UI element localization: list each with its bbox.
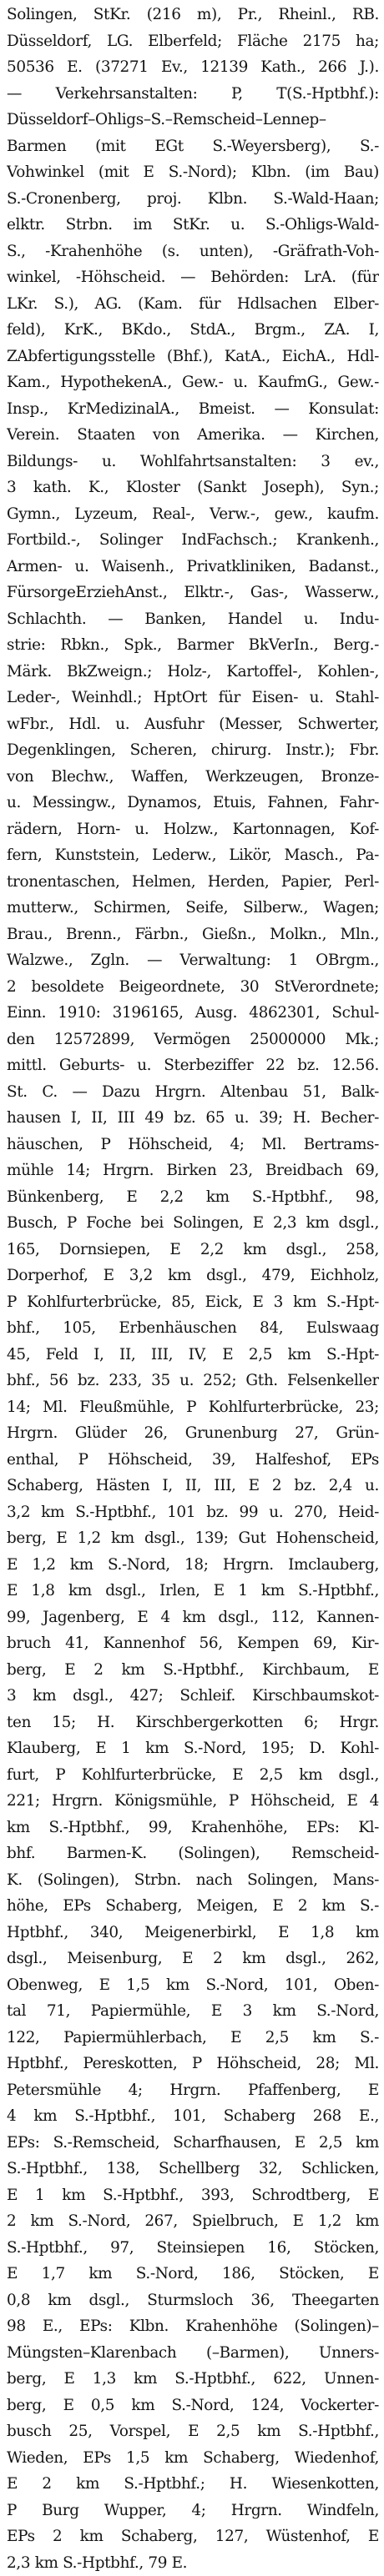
text-line: tronentaschen, Helmen, Herden, Papier, Perl-: [7, 869, 379, 896]
text-line: Busch, P Foche bei Solingen, E 2,3 km dsgl.,: [7, 1210, 379, 1237]
text-line: winkel, -Höhscheid. — Behörden: LrA. (für: [7, 264, 379, 291]
text-line: Vohwinkel (mit E S.-Nord); Klbn. (im Bau): [7, 159, 379, 186]
text-line: ten 15; H. Kirschbergerkotten 6; Hrgr.: [7, 1710, 379, 1736]
text-line: 221; Hrgrn. Königsmühle, P Höhscheid, E 4: [7, 1788, 379, 1815]
text-line: S.-Hptbhf., 97, Steinsiepen 16, Stöcken,: [7, 2235, 379, 2262]
text-line: Wieden, EPs 1,5 km Schaberg, Wiedenhof,: [7, 2445, 379, 2472]
text-line: busch 25, Vorspel, E 2,5 km S.-Hptbhf.,: [7, 2418, 379, 2445]
text-line: Düsseldorf–Ohligs–S.–Remscheid–Lennep–: [7, 107, 379, 133]
text-line: Verein. Staaten von Amerika. — Kirchen,: [7, 422, 379, 449]
text-line: Solingen, StKr. (216 m), Pr., Rheinl., RB.: [7, 2, 379, 28]
text-line: ZAbfertigungsstelle (Bhf.), KatA., EichA., Hdl-: [7, 344, 379, 370]
text-line: bruch 41, Kannenhof 56, Kempen 69, Kir-: [7, 1630, 379, 1657]
text-line: 99, Jagenberg, E 4 km dsgl., 112, Kannen-: [7, 1604, 379, 1631]
text-line: 45, Feld I, II, III, IV, E 2,5 km S.-Hpt-: [7, 1342, 379, 1368]
text-line: bhf., 105, Erbenhäuschen 84, Eulswaag: [7, 1315, 379, 1342]
text-line: 50536 E. (37271 Ev., 12139 Kath., 266 J.).: [7, 54, 379, 81]
text-line: Schlachth. — Banken, Handel u. Indu-: [7, 606, 379, 633]
text-line: St. C. — Dazu Hrgrn. Altenbau 51, Balk-: [7, 1079, 379, 1106]
text-line: P Kohlfurterbrücke, 85, Eick, E 3 km S.-Hpt-: [7, 1289, 379, 1316]
text-line: EPs 2 km Schaberg, 127, Wüstenhof, E: [7, 2523, 379, 2550]
text-line: hausen I, II, III 49 bz. 65 u. 39; H. Becher-: [7, 1105, 379, 1132]
text-line: Hrgrn. Glüder 26, Grunenburg 27, Grün-: [7, 1420, 379, 1447]
text-line: enthal, P Höhscheid, 39, Halfeshof, EPs: [7, 1447, 379, 1474]
text-line: km S.-Hptbhf., 99, Krahenhöhe, EPs: Kl-: [7, 1815, 379, 1841]
text-line: E 1,2 km S.-Nord, 18; Hrgrn. Imclauberg,: [7, 1552, 379, 1579]
text-line: Walzwe., Zgln. — Verwaltung: 1 OBrgm.,: [7, 947, 379, 974]
text-line: fern, Kunststein, Lederw., Likör, Masch., Pa-: [7, 842, 379, 869]
text-line: elktr. Strbn. im StKr. u. S.-Ohligs-Wald-: [7, 212, 379, 239]
text-line: rädern, Horn- u. Holzw., Kartonnagen, Kof-: [7, 816, 379, 843]
text-line: Insp., KrMedizinalA., Bmeist. — Konsulat:: [7, 396, 379, 423]
text-line: S.-Cronenberg, proj. Klbn. S.-Wald-Haan;: [7, 186, 379, 213]
text-line: 3 kath. K., Kloster (Sankt Joseph), Syn.;: [7, 475, 379, 501]
text-line: tal 71, Papiermühle, E 3 km S.-Nord,: [7, 1998, 379, 2025]
text-line: Barmen (mit EGt S.-Weyersberg), S.-: [7, 133, 379, 160]
text-line: 14; Ml. Fleußmühle, P Kohlfurterbrücke, 23;: [7, 1394, 379, 1421]
text-line: furt, P Kohlfurterbrücke, E 2,5 km dsgl.,: [7, 1762, 379, 1789]
text-line: Brau., Brenn., Färbn., Gießn., Molkn., Mln.,: [7, 921, 379, 948]
text-line: Degenklingen, Scheren, chirurg. Instr.); Fbr.: [7, 737, 379, 764]
text-line: feld), KrK., BKdo., StdA., Brgm., ZA. I,: [7, 317, 379, 344]
text-line: 2,3 km S.-Hptbhf., 79 E.: [7, 2550, 379, 2576]
text-line: E 1,7 km S.-Nord, 186, Stöcken, E: [7, 2261, 379, 2287]
text-line: bhf. Barmen-K. (Solingen), Remscheid-: [7, 1840, 379, 1867]
text-line: 98 E., EPs: Klbn. Krahenhöhe (Solingen)–: [7, 2313, 379, 2340]
text-line: 2 besoldete Beigeordnete, 30 StVerordnete;: [7, 974, 379, 1001]
text-line: u. Messingw., Dynamos, Etuis, Fahnen, Fahr-: [7, 790, 379, 816]
text-line: Hptbhf., Pereskotten, P Höhscheid, 28; Ml.: [7, 2051, 379, 2077]
text-line: den 12572899, Vermögen 25000000 Mk.;: [7, 1027, 379, 1053]
text-line: Einn. 1910: 3196165, Ausg. 4862301, Schul-: [7, 1000, 379, 1027]
text-line: berg, E 0,5 km S.-Nord, 124, Vockerter-: [7, 2393, 379, 2419]
text-line: Müngsten–Klarenbach (–Barmen), Unners-: [7, 2340, 379, 2367]
text-line: EPs: S.-Remscheid, Scharfhausen, E 2,5 km: [7, 2130, 379, 2157]
text-line: wFbr., Hdl. u. Ausfuhr (Messer, Schwerter,: [7, 711, 379, 738]
text-line: Düsseldorf, LG. Elberfeld; Fläche 2175 ha;: [7, 28, 379, 55]
text-line: berg, E 1,3 km S.-Hptbhf., 622, Unnen-: [7, 2366, 379, 2393]
text-line: 4 km S.-Hptbhf., 101, Schaberg 268 E.,: [7, 2103, 379, 2130]
text-line: Fortbild.-, Solinger IndFachsch.; Krankenh.,: [7, 527, 379, 554]
text-line: 3,2 km S.-Hptbhf., 101 bz. 99 u. 270, Heid-: [7, 1499, 379, 1526]
text-line: berg, E 2 km S.-Hptbhf., Kirchbaum, E: [7, 1657, 379, 1684]
text-line: — Verkehrsanstalten: P, T(S.-Hptbhf.):: [7, 81, 379, 108]
text-line: S., -Krahenhöhe (s. unten), -Gräfrath-Voh-: [7, 239, 379, 265]
text-line: 2 km S.-Nord, 267, Spielbruch, E 1,2 km: [7, 2208, 379, 2235]
text-line: Leder-, Weinhdl.; HptOrt für Eisen- u. Stahl-: [7, 685, 379, 711]
text-line: Obenweg, E 1,5 km S.-Nord, 101, Oben-: [7, 1972, 379, 1999]
text-line: Bildungs- u. Wohlfahrtsanstalten: 3 ev.,: [7, 449, 379, 475]
text-line: Schaberg, Hästen I, II, III, E 2 bz. 2,4 u.: [7, 1473, 379, 1499]
text-line: Petersmühle 4; Hrgrn. Pfaffenberg, E: [7, 2077, 379, 2104]
text-line: E 1,8 km dsgl., Irlen, E 1 km S.-Hptbhf.,: [7, 1578, 379, 1604]
text-line: E 1 km S.-Hptbhf., 393, Schrodtberg, E: [7, 2182, 379, 2209]
text-line: Dorperhof, E 3,2 km dsgl., 479, Eichholz,: [7, 1263, 379, 1289]
text-line: häuschen, P Höhscheid, 4; Ml. Bertrams-: [7, 1132, 379, 1158]
text-line: Kam., HypothekenA., Gew.- u. KaufmG., Gew.-: [7, 369, 379, 396]
text-line: E 2 km S.-Hptbhf.; H. Wiesenkotten,: [7, 2471, 379, 2498]
text-line: P Burg Wupper, 4; Hrgrn. Windfeln,: [7, 2498, 379, 2524]
text-line: von Blechw., Waffen, Werkzeugen, Bronze-: [7, 764, 379, 791]
text-line: FürsorgeErziehAnst., Elktr.-, Gas-, Wasserw.,: [7, 580, 379, 606]
text-line: S.-Hptbhf., 138, Schellberg 32, Schlicken,: [7, 2156, 379, 2182]
text-line: mittl. Geburts- u. Sterbeziffer 22 bz. 12.56.: [7, 1052, 379, 1079]
text-line: dsgl., Meisenburg, E 2 km dsgl., 262,: [7, 1946, 379, 1972]
text-line: bhf., 56 bz. 233, 35 u. 252; Gth. Felsenkeller: [7, 1368, 379, 1394]
text-line: höhe, EPs Schaberg, Meigen, E 2 km S.-: [7, 1893, 379, 1920]
text-line: 3 km dsgl., 427; Schleif. Kirschbaumskot-: [7, 1683, 379, 1710]
text-line: K. (Solingen), Strbn. nach Solingen, Mans-: [7, 1867, 379, 1894]
text-line: 0,8 km dsgl., Sturmsloch 36, Theegarten: [7, 2287, 379, 2314]
text-line: strie: Rbkn., Spk., Barmer BkVerIn., Berg.-: [7, 632, 379, 659]
text-line: mühle 14; Hrgrn. Birken 23, Breidbach 69,: [7, 1157, 379, 1184]
text-line: mutterw., Schirmen, Seife, Silberw., Wagen;: [7, 895, 379, 921]
text-line: Klauberg, E 1 km S.-Nord, 195; D. Kohl-: [7, 1735, 379, 1762]
text-line: berg, E 1,2 km dsgl., 139; Gut Hohenscheid,: [7, 1525, 379, 1552]
text-line: Hptbhf., 340, Meigenerbirkl, E 1,8 km: [7, 1920, 379, 1946]
text-line: Märk. BkZweign.; Holz-, Kartoffel-, Kohlen-,: [7, 659, 379, 685]
text-line: Gymn., Lyzeum, Real-, Verw.-, gew., kaufm.: [7, 501, 379, 528]
text-line: 122, Papiermühlerbach, E 2,5 km S.-: [7, 2025, 379, 2051]
text-line: LKr. S.), AG. (Kam. für Hdlsachen Elber-: [7, 291, 379, 318]
text-line: Armen- u. Waisenh., Privatkliniken, Badanst.,: [7, 554, 379, 580]
text-line: 165, Dornsiepen, E 2,2 km dsgl., 258,: [7, 1237, 379, 1263]
text-line: Bünkenberg, E 2,2 km S.-Hptbhf., 98,: [7, 1184, 379, 1211]
